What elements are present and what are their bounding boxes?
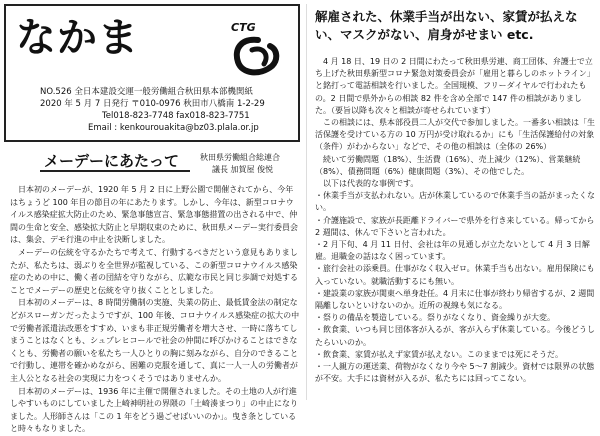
- mayday-article: [4, 146, 300, 434]
- list-item: ・介護施設で、家族が長距離ドライバーで県外を行き来している。帰ってから 2 週間は、休んで下さいと言われた。: [315, 215, 595, 237]
- list-item: ・飲食業、いつも同じ団体客が入るが、客が入らず休業している。今後どうしたらいいのか。: [315, 325, 595, 347]
- hotline-body: [315, 56, 597, 385]
- paragraph: 日本初のメーデーが、1920 年 5 月 2 日に上野公園で開催されてから、今年はちょうど 100 年目の節目の年にあたります。しかし、今年は、新型コロナウイルス感染症拡大防止のため、緊急事態宣言、緊急事態措置の出される中で、仲間の生命と安全、感染拡大防止と早期収束のために、秋田県メーデー実行委員会は、集会、デモ行進の中止を決断しました。: [10, 185, 298, 245]
- author-name: 議長 加賀屋 俊悦: [212, 165, 274, 174]
- list-item: ・2 月下旬、4 月 11 日付、会社は年の見通しが立たないとして 4 月 3 日解雇。退職金の話はなく困っています。: [315, 240, 590, 262]
- paragraph: 日本初のメーデーは、1936 年に主催で開催されました。その土地の人が行進しやすいものにしていました上崎神明社の界隈の「土崎湊まつり」の中止になりました。人形師さんは「この 1 年をどう過ごせばいいのか」。曳き条としていると時々もなりました。: [10, 386, 298, 434]
- logo-text: CTG: [231, 21, 256, 34]
- list-item: ・休業手当が支払われない。店が休業しているので休業手当の話がまったくない。: [315, 191, 595, 213]
- list-item: ・建設業の家族が関東へ単身赴任。4 月末に仕事が終わり帰省するが、2 週間隔離しないといけないのか。近所の視線も気になる。: [315, 288, 595, 311]
- article-body: [10, 184, 300, 436]
- issue-info: NO.526 全日本建設交運一般労働組合秋田県本部機関紙: [40, 87, 253, 97]
- list-item: ・祭りの備品を製造している。祭りがなくなり、資金繰りが大変。: [315, 313, 555, 323]
- heading-underline: [40, 170, 190, 172]
- paragraph: メーデーの伝統を守るかたちで考えて、行動するべきだという意見もありましたが、私たちは、弱ぶりを全世界が監視している、この新型コロナウイルス感染症のための中に、働く者の団結を守りながら、広範な市民と同じ歩調で対処することでメーデーの歴史と伝統を守り抜くこととしました。: [10, 247, 298, 295]
- paragraph: 日本初のメーデーは、8 時間労働制の実施、失業の防止、最低賃金法の制定などがスローガンだったようですが、100 年後、コロナウイルス感染症の拡大の中で労働者派遣法改悪をすすめ、いまも非正規労働者を増大させ、一時に落ちてしまうことはなくとも、シュプレヒコールで社会の仲間に呼びかけることはできなくとも、労働者の願いを私たち一人ひとりの胸に刻みながら、自分のできることで行動し、連帯を確かめながら、困難の克服を通して、真に一人一人の労働者が主人公となる社会の実現に力をつくそうではありませんか。: [10, 298, 300, 383]
- paragraph: 以下は代表的な事例です。: [323, 179, 419, 189]
- list-item: ・旅行会社の添乗員。仕事がなく収入ゼロ。休業手当も出ない。雇用保険にも入っていない。就職活動するにも無い。: [315, 264, 595, 286]
- list-item: ・飲食業、家賃が払えず家賃が払えない。このままでは死にそうだ。: [315, 349, 563, 359]
- masthead: [4, 4, 300, 142]
- issue-date-address: 2020 年 5 月 7 日発行 〒010-0976 秋田市八橋南 1-2-29: [40, 99, 265, 109]
- contact-phone: Tel018-823-7748 fax018-823-7751: [102, 111, 250, 121]
- author-organization: 秋田県労働組合総連合: [200, 153, 280, 162]
- paragraph: 4 月 18 日、19 日の 2 日間にわたって秋田県労連、商工団体、弁護士で立ち上げた秋田県新型コロナ緊急対策委員会が「雇用と暮らしのホットライン」と銘打って電話相談を行いました。全国規模、フリーダイヤルで行われたもの。2 日間で県外からの相談 82 件を含め全部で 147 件の相談がありました。（要旨以降も次々と相談が寄せられています）: [315, 57, 595, 115]
- hotline-headline: 解雇された、休業手当が出ない、家賃が払えない、マスクがない、肩身がせまい etc.: [315, 9, 578, 42]
- contact-email: Email : kenkourouakita@bz03.plala.or.jp: [88, 123, 259, 133]
- list-item: ・一人親方の運送業、荷物がなくなり今や 5〜7 割減少。資材では限界の状態が不安。大手には資材が入るが、私たちには回ってこない。: [315, 362, 595, 384]
- paragraph: 続いて労働問題（18%）、生活費（16%）、売上減少（12%）、営業継続（8%）、債務問題（6%）健康問題（3%）、その他でした。: [315, 154, 581, 176]
- paragraph: この相談には、県本部役員二人が交代で参加しました。一番多い相談は「生活保護を受けている方の 10 万円が受け取れるか」にも「生活保護給付の対象（条件）がわからない」などで、その他の相談は（全体の 26%）: [315, 118, 595, 152]
- hotline-article: [306, 4, 598, 400]
- newsletter-title: なかま: [16, 15, 139, 61]
- article-heading: メーデーにあたって: [44, 152, 180, 170]
